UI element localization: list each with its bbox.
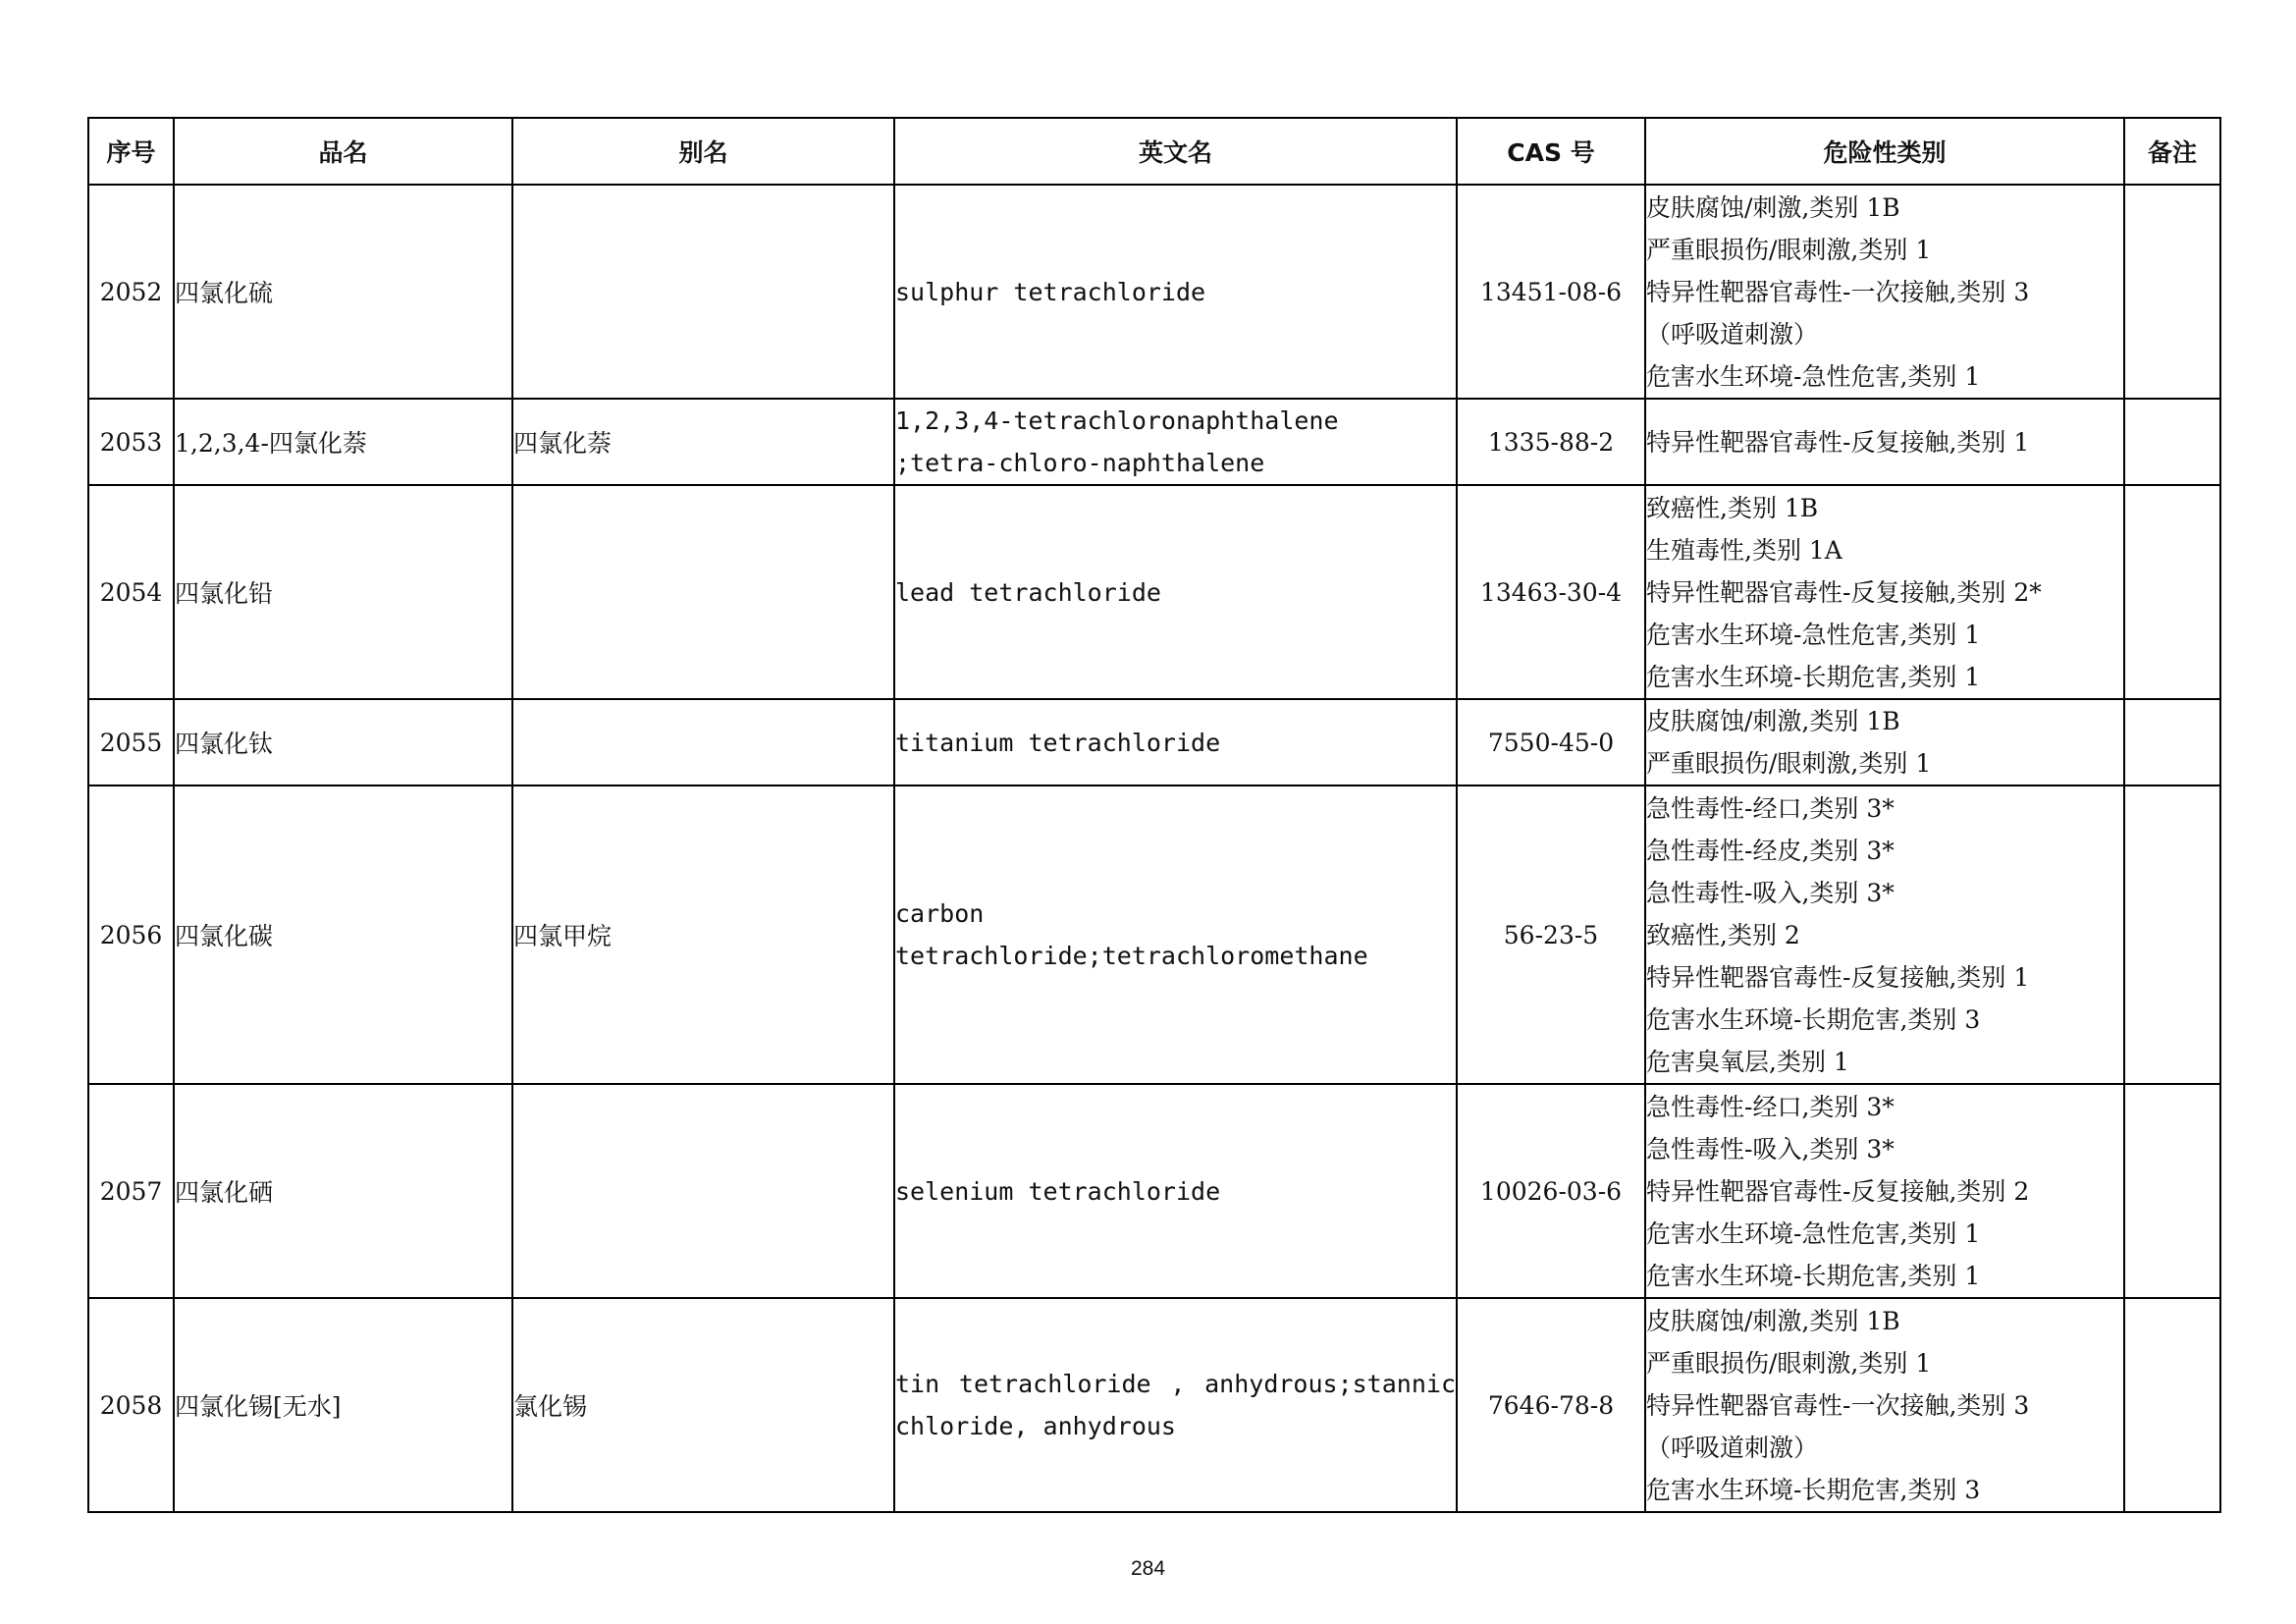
cell-hazard-category xyxy=(1645,785,2124,1084)
hazard-line: 特异性靶器官毒性-一次接触,类别 3 xyxy=(1646,1390,2030,1420)
hazard-line: 急性毒性-经口,类别 3* xyxy=(1646,1092,1895,1121)
cell-note xyxy=(2124,1084,2220,1298)
cell-alias xyxy=(512,1084,894,1298)
cell-alias xyxy=(512,185,894,399)
cell-name: 四氯化铅 xyxy=(174,485,512,699)
header-no: 序号 xyxy=(88,118,174,185)
cell-no: 2054 xyxy=(88,485,174,699)
cell-alias: 四氯甲烷 xyxy=(512,785,894,1084)
hazard-line: 急性毒性-吸入,类别 3* xyxy=(1646,1134,1895,1164)
hazard-line: 严重眼损伤/眼刺激,类别 1 xyxy=(1646,749,1932,778)
hazard-line: （呼吸道刺激） xyxy=(1646,1433,1819,1462)
cell-no: 2053 xyxy=(88,399,174,485)
hazard-line: 皮肤腐蚀/刺激,类别 1B xyxy=(1646,1306,1900,1335)
cell-name: 四氯化钛 xyxy=(174,699,512,785)
table-row xyxy=(88,1084,2220,1298)
hazard-line: 严重眼损伤/眼刺激,类别 1 xyxy=(1646,1348,1932,1378)
cell-name: 四氯化锡[无水] xyxy=(174,1298,512,1512)
cell-cas-number: 7550-45-0 xyxy=(1457,699,1645,785)
hazard-line: 特异性靶器官毒性-反复接触,类别 2 xyxy=(1646,1176,2030,1206)
hazard-line: 特异性靶器官毒性-一次接触,类别 3 xyxy=(1646,277,2030,306)
table-row xyxy=(88,185,2220,399)
hazard-line: 严重眼损伤/眼刺激,类别 1 xyxy=(1646,235,1932,264)
hazard-line: 皮肤腐蚀/刺激,类别 1B xyxy=(1646,192,1900,222)
cell-cas-number: 10026-03-6 xyxy=(1457,1084,1645,1298)
cell-english-name: lead tetrachloride xyxy=(894,485,1457,699)
table-header xyxy=(88,118,2220,185)
hazard-line: 危害臭氧层,类别 1 xyxy=(1646,1047,1849,1076)
cell-name: 四氯化硒 xyxy=(174,1084,512,1298)
cell-alias xyxy=(512,699,894,785)
cell-cas-number: 1335-88-2 xyxy=(1457,399,1645,485)
cell-note xyxy=(2124,399,2220,485)
cell-alias: 氯化锡 xyxy=(512,1298,894,1512)
page-number: 284 xyxy=(1130,1557,1166,1580)
cell-hazard-category xyxy=(1645,399,2124,485)
hazard-line: 致癌性,类别 2 xyxy=(1646,920,1800,949)
cell-no: 2055 xyxy=(88,699,174,785)
table-row xyxy=(88,399,2220,485)
hazard-line: 危害水生环境-长期危害,类别 3 xyxy=(1646,1475,1981,1504)
hazard-line: 危害水生环境-急性危害,类别 1 xyxy=(1646,620,1981,649)
header-name: 品名 xyxy=(174,118,512,185)
header-row xyxy=(88,118,2220,185)
hazard-line: 危害水生环境-急性危害,类别 1 xyxy=(1646,1218,1981,1248)
hazard-line: 危害水生环境-长期危害,类别 1 xyxy=(1646,1261,1981,1290)
cell-note xyxy=(2124,185,2220,399)
hazard-line: 急性毒性-经口,类别 3* xyxy=(1646,793,1895,823)
table-body xyxy=(88,185,2220,1512)
cell-hazard-category xyxy=(1645,185,2124,399)
cell-hazard-category xyxy=(1645,1298,2124,1512)
cell-note xyxy=(2124,785,2220,1084)
table-row xyxy=(88,485,2220,699)
cell-cas-number: 56-23-5 xyxy=(1457,785,1645,1084)
cell-cas-number: 13451-08-6 xyxy=(1457,185,1645,399)
cell-english-name: tin tetrachloride , anhydrous;stannic chloride, anhydrous xyxy=(894,1298,1457,1512)
hazard-line: 特异性靶器官毒性-反复接触,类别 2* xyxy=(1646,577,2042,607)
cell-alias xyxy=(512,485,894,699)
hazard-line: 生殖毒性,类别 1A xyxy=(1646,535,1842,565)
cell-no: 2052 xyxy=(88,185,174,399)
hazard-line: 特异性靶器官毒性-反复接触,类别 1 xyxy=(1646,427,2030,457)
cell-english-name: 1,2,3,4-tetrachloronaphthalene ;tetra-chloro-naphthalene xyxy=(894,399,1457,485)
hazard-line: 致癌性,类别 1B xyxy=(1646,493,1819,522)
cell-name: 1,2,3,4-四氯化萘 xyxy=(174,399,512,485)
hazard-line: 皮肤腐蚀/刺激,类别 1B xyxy=(1646,707,1900,735)
cell-english-name: carbon tetrachloride;tetrachloromethane xyxy=(894,785,1457,1084)
cell-note xyxy=(2124,699,2220,785)
hazard-line: 急性毒性-吸入,类别 3* xyxy=(1646,878,1895,907)
cell-note xyxy=(2124,1298,2220,1512)
cell-no: 2058 xyxy=(88,1298,174,1512)
table-row xyxy=(88,1298,2220,1512)
cell-cas-number: 7646-78-8 xyxy=(1457,1298,1645,1512)
cell-no: 2057 xyxy=(88,1084,174,1298)
header-cas-number: CAS 号 xyxy=(1457,118,1645,185)
hazard-line: 急性毒性-经皮,类别 3* xyxy=(1646,836,1895,865)
hazard-line: 危害水生环境-长期危害,类别 3 xyxy=(1646,1004,1981,1034)
cell-no: 2056 xyxy=(88,785,174,1084)
header-english-name: 英文名 xyxy=(894,118,1457,185)
cell-cas-number: 13463-30-4 xyxy=(1457,485,1645,699)
table-row xyxy=(88,785,2220,1084)
cell-name: 四氯化硫 xyxy=(174,185,512,399)
hazard-line: 危害水生环境-急性危害,类别 1 xyxy=(1646,361,1981,391)
cell-hazard-category xyxy=(1645,699,2124,785)
header-alias: 别名 xyxy=(512,118,894,185)
cell-hazard-category xyxy=(1645,1084,2124,1298)
hazard-line: 特异性靶器官毒性-反复接触,类别 1 xyxy=(1646,962,2030,992)
cell-name: 四氯化碳 xyxy=(174,785,512,1084)
cell-english-name: selenium tetrachloride xyxy=(894,1084,1457,1298)
cell-english-name: sulphur tetrachloride xyxy=(894,185,1457,399)
cell-hazard-category xyxy=(1645,485,2124,699)
hazard-line: 危害水生环境-长期危害,类别 1 xyxy=(1646,662,1981,691)
hazard-line: （呼吸道刺激） xyxy=(1646,319,1819,349)
cell-note xyxy=(2124,485,2220,699)
cell-alias: 四氯化萘 xyxy=(512,399,894,485)
table-row xyxy=(88,699,2220,785)
hazardous-chemicals-table xyxy=(87,117,2221,1513)
header-hazard-category: 危险性类别 xyxy=(1645,118,2124,185)
header-note: 备注 xyxy=(2124,118,2220,185)
cell-english-name: titanium tetrachloride xyxy=(894,699,1457,785)
